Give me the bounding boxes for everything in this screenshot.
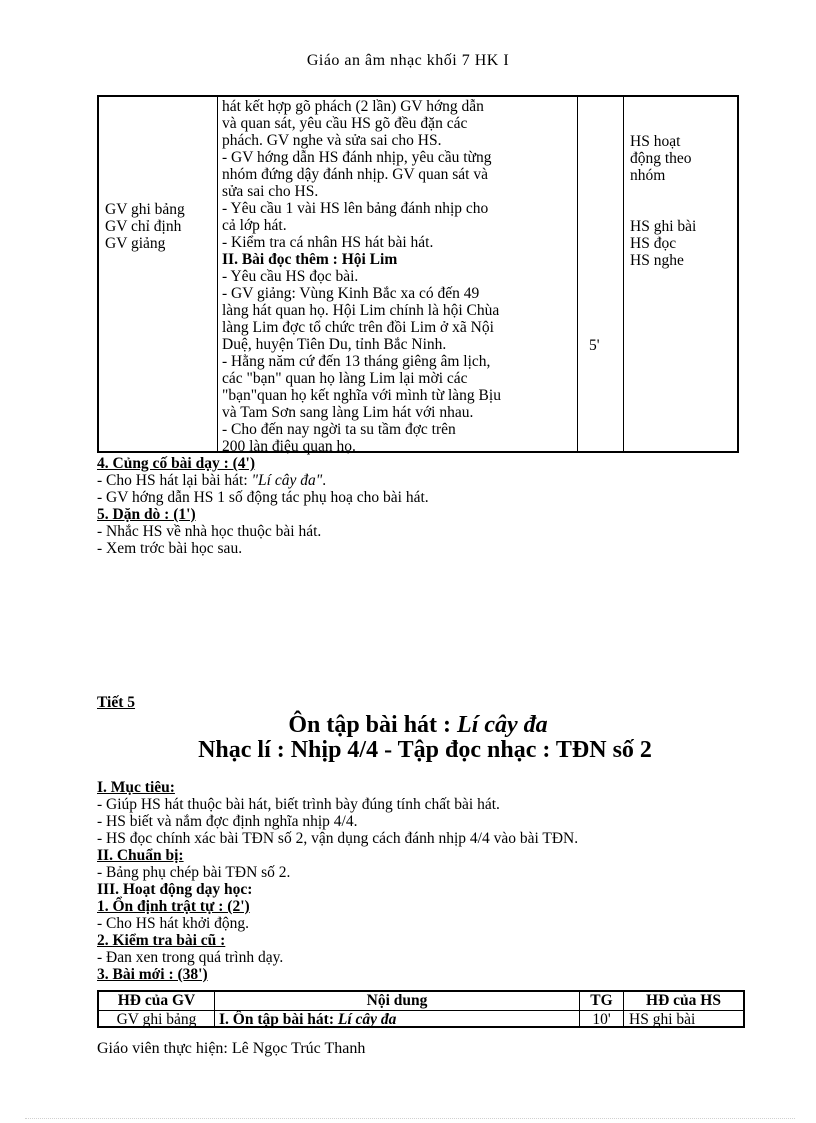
- table-divider: [577, 97, 578, 451]
- table-cell: GV ghi bảng: [116, 1011, 197, 1028]
- table-divider: [217, 97, 218, 451]
- teacher-activity-cell: GV ghi bảng GV chỉ định GV giảng: [105, 201, 185, 252]
- section-heading: 1. Ổn định trật tự : (2'): [97, 898, 250, 915]
- reading-heading: II. Bài đọc thêm : Hội Lim: [222, 251, 398, 268]
- list-item: - Cho HS hát khởi động.: [97, 915, 250, 932]
- lesson-table: [97, 990, 745, 1028]
- lesson-table-continued: [97, 95, 739, 453]
- time-cell: 5': [589, 337, 600, 354]
- list-item: - GV hớng dẫn HS 1 số động tác phụ hoạ cho bài hát.: [97, 489, 429, 506]
- student-activity-cell: HS hoạt động theo nhóm HS ghi bài HS đọc HS nghe: [630, 133, 697, 269]
- list-item: - Cho HS hát lại bài hát: "Lí cây đa".: [97, 472, 327, 489]
- section-heading: 4. Củng cố bài dạy : (4'): [97, 455, 256, 472]
- list-item: - Giúp HS hát thuộc bài hát, biết trình bày đúng tính chất bài hát.: [97, 796, 500, 813]
- lesson-title: Ôn tập bài hát : Lí cây đa: [288, 712, 548, 738]
- page-footer: Giáo viên thực hiện: Lê Ngọc Trúc Thanh: [97, 1040, 366, 1057]
- section-heading: 2. Kiểm tra bài cũ :: [97, 932, 226, 949]
- section-heading: I. Mục tiêu:: [97, 779, 175, 796]
- section-heading: II. Chuẩn bị:: [97, 847, 184, 864]
- page-header: Giáo an âm nhạc khối 7 HK I: [306, 52, 510, 69]
- list-item: - HS biết và nắm đợc định nghĩa nhịp 4/4.: [97, 813, 358, 830]
- section-heading: 3. Bài mới : (38'): [97, 966, 208, 983]
- section-heading: III. Hoạt động dạy học:: [97, 881, 253, 898]
- list-item: - Bảng phụ chép bài TĐN số 2.: [97, 864, 291, 881]
- table-cell: HS ghi bài: [629, 1011, 696, 1028]
- list-item: - Xem trớc bài học sau.: [97, 540, 243, 557]
- page-bottom-rule: [25, 1118, 795, 1119]
- list-item: - HS đọc chính xác bài TĐN số 2, vận dụng cách đánh nhịp 4/4 vào bài TĐN.: [97, 830, 579, 847]
- column-header: HĐ của HS: [646, 992, 721, 1009]
- table-divider: [623, 97, 624, 451]
- lesson-plan-body: [97, 779, 757, 983]
- list-item: - Nhắc HS về nhà học thuộc bài hát.: [97, 523, 322, 540]
- list-item: - Đan xen trong quá trình dạy.: [97, 949, 284, 966]
- section-heading: 5. Dặn dò : (1'): [97, 506, 196, 523]
- content-cell: hát kết hợp gõ phách (2 lần) GV hớng dẫn và quan sát, yêu cầu HS gõ đều đặn các phách. GV nghe và sửa sai cho HS. - GV hớng dẫn HS đánh nhịp, yêu cầu từng nhóm đứng dậy đánh nhịp. GV quan sát và sửa sai cho HS. - Yêu cầu 1 vài HS lên bảng đánh nhịp cho cả lớp hát. - Kiểm tra cá nhân HS hát bài hát. II. Bài đọc thêm : Hội Lim - Yêu cầu HS đọc bài. - GV giảng: Vùng Kinh Bắc xa có đến 49 làng hát quan họ. Hội Lim chính là hội Chùa làng Lim đợc tổ chức trên đồi Lim ở xã Nội Duệ, huyện Tiên Du, tỉnh Bắc Ninh. - Hằng năm cứ đến 13 tháng giêng âm lịch, các "bạn" quan họ làng Lim lại mời các "bạn"quan họ kết nghĩa với mình từ làng Bịu và Tam Sơn sang làng Lim hát với nhau. - Cho đến nay ngời ta su tầm đợc trên 200 làn điệu quan họ.: [222, 98, 567, 455]
- lesson-label: Tiết 5: [97, 694, 136, 711]
- table-cell: 10': [592, 1011, 611, 1028]
- column-header: Nội dung: [366, 992, 428, 1009]
- column-header: TG: [590, 992, 613, 1009]
- lesson-subtitle: Nhạc lí : Nhịp 4/4 - Tập đọc nhạc : TĐN số 2: [198, 737, 652, 763]
- table-cell: I. Ôn tập bài hát: Lí cây đa: [219, 1011, 397, 1028]
- wrap-up-sections: [97, 455, 757, 557]
- column-header: HĐ của GV: [117, 992, 196, 1009]
